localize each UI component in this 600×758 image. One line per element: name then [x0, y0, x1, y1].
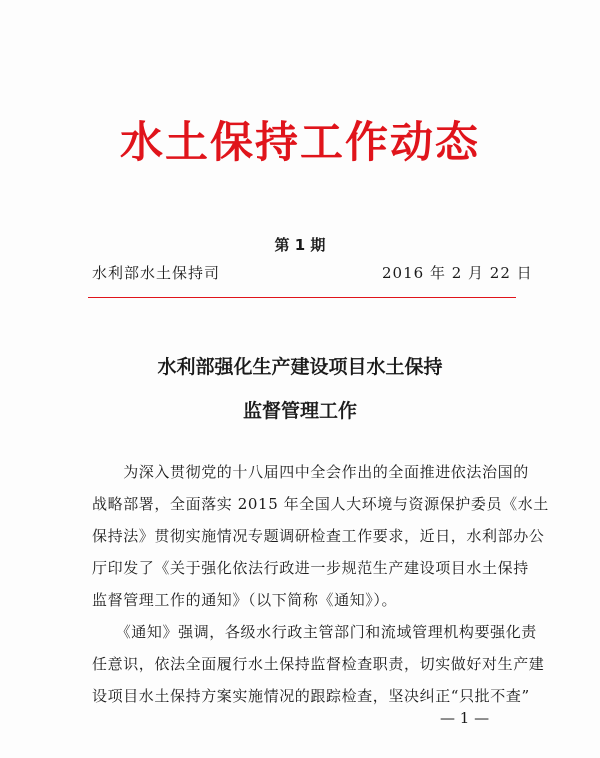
body-text-line: 为深入贯彻党的十八届四中全会作出的全面推进依法治国的	[92, 463, 529, 481]
body-text-line: 任意识，依法全面履行水土保持监督检查职责，切实做好对生产建	[92, 655, 545, 673]
body-text-line: 设项目水土保持方案实施情况的跟踪检查，坚决纠正“只批不查”	[92, 687, 530, 705]
body-text-line: 战略部署，全面落实 2015 年全国人大环境与资源保护委员《水土	[92, 495, 549, 513]
article-title-line: 水利部强化生产建设项目水土保持	[157, 356, 443, 378]
issue-number: 第 1 期	[274, 236, 326, 254]
issue-date: 2016 年 2 月 22 日	[382, 264, 533, 282]
header-divider	[88, 297, 516, 298]
body-text-line: 监督管理工作的通知》（以下简称《通知》）。	[92, 591, 398, 609]
article-title-line: 监督管理工作	[242, 400, 357, 422]
body-text-line: 保持法》贯彻实施情况专题调研检查工作要求，近日，水利部办公	[92, 527, 545, 545]
body-text-line: 厅印发了《关于强化依法行政进一步规范生产建设项目水土保持	[92, 559, 529, 577]
page-number: — 1 —	[440, 709, 490, 727]
issuer: 水利部水土保持司	[92, 264, 221, 282]
body-text-line: 《通知》强调，各级水行政主管部门和流域管理机构要强化责	[92, 623, 537, 641]
masthead-title: 水土保持工作动态	[120, 118, 480, 168]
